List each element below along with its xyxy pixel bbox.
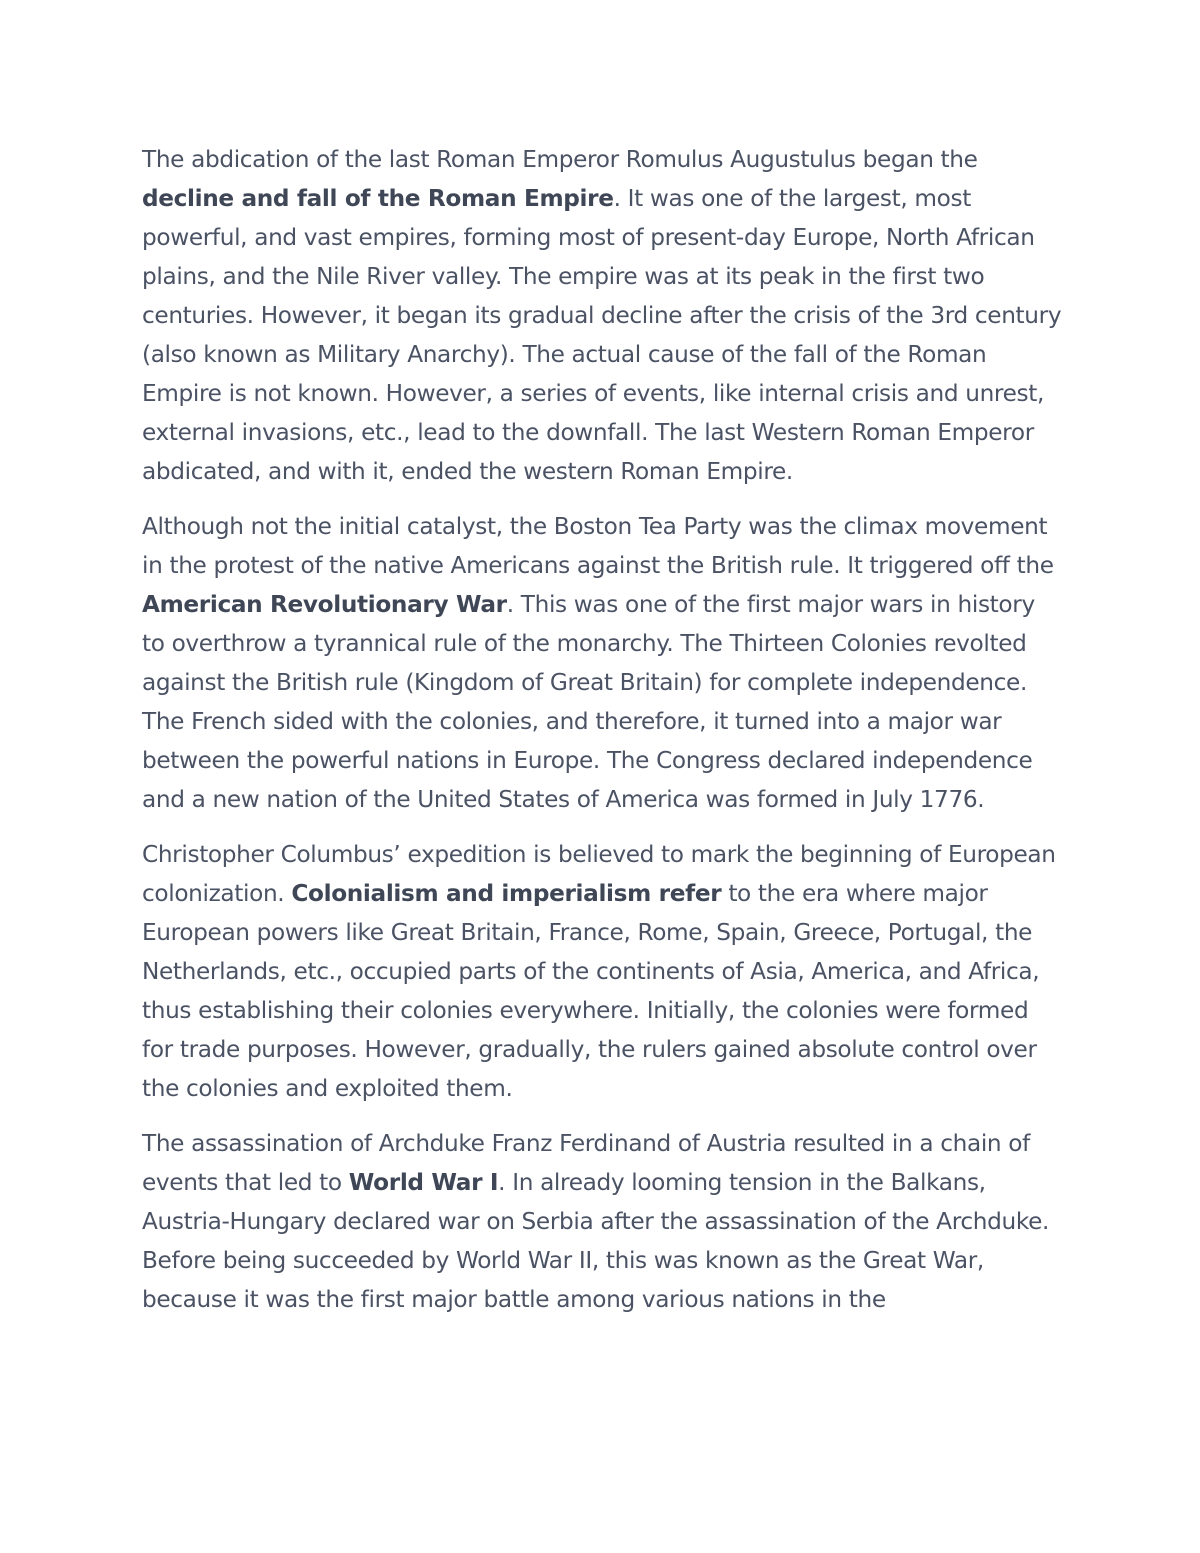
text-segment: Although not the initial catalyst, the Boston Tea Party was the climax movement in the protest of the native Americans against the British rule. It triggered off the — [142, 513, 1054, 579]
bold-term-colonialism-imperialism: Colonialism and imperialism refer — [291, 880, 722, 907]
paragraph-roman-empire — [142, 140, 1062, 491]
paragraph-world-war-one — [142, 1124, 1062, 1319]
document-page — [142, 140, 1062, 1335]
text-segment: . This was one of the first major wars in history to overthrow a tyrannical rule of the monarchy. The Thirteen Colonies revolted against the British rule (Kingdom of Great Britain) for complete independence. The French sided with the colonies, and therefore, it turned into a major war between the powerful nations in Europe. The Congress declared independence and a new nation of the United States of America was formed in July 1776. — [142, 591, 1035, 813]
text-segment: . In already looming tension in the Balkans, Austria-Hungary declared war on Serbia after the assassination of the Archduke. Before being succeeded by World War II, this was known as the Great War, because it was the first major battle among various nations in the — [142, 1169, 1050, 1313]
text-segment: The assassination of Archduke Franz Ferdinand of Austria resulted in a chain of events that led to — [142, 1130, 1030, 1196]
paragraph-american-revolution — [142, 507, 1062, 819]
text-segment: Christopher Columbus’ expedition is believed to mark the beginning of European colonization. — [142, 841, 1056, 907]
text-segment: to the era where major European powers like Great Britain, France, Rome, Spain, Greece, Portugal, the Netherlands, etc., occupied parts of the continents of Asia, America, and Africa, thus establishing their colonies everywhere. Initially, the colonies were formed for trade purposes. However, gradually, the rulers gained absolute control over the colonies and exploited them. — [142, 880, 1040, 1102]
paragraph-colonialism — [142, 835, 1062, 1108]
text-segment: The abdication of the last Roman Emperor Romulus Augustulus began the — [142, 146, 978, 173]
bold-term-american-revolutionary-war: American Revolutionary War — [142, 591, 507, 618]
bold-term-decline-fall-roman-empire: decline and fall of the Roman Empire — [142, 185, 614, 212]
text-segment: . It was one of the largest, most powerful, and vast empires, forming most of present-day Europe, North African plains, and the Nile River valley. The empire was at its peak in the first two centuries. However, it began its gradual decline after the crisis of the 3rd century (also known as Military Anarchy). The actual cause of the fall of the Roman Empire is not known. However, a series of events, like internal crisis and unrest, external invasions, etc., lead to the downfall. The last Western Roman Emperor abdicated, and with it, ended the western Roman Empire. — [142, 185, 1062, 485]
bold-term-world-war-one: World War I — [348, 1169, 499, 1196]
